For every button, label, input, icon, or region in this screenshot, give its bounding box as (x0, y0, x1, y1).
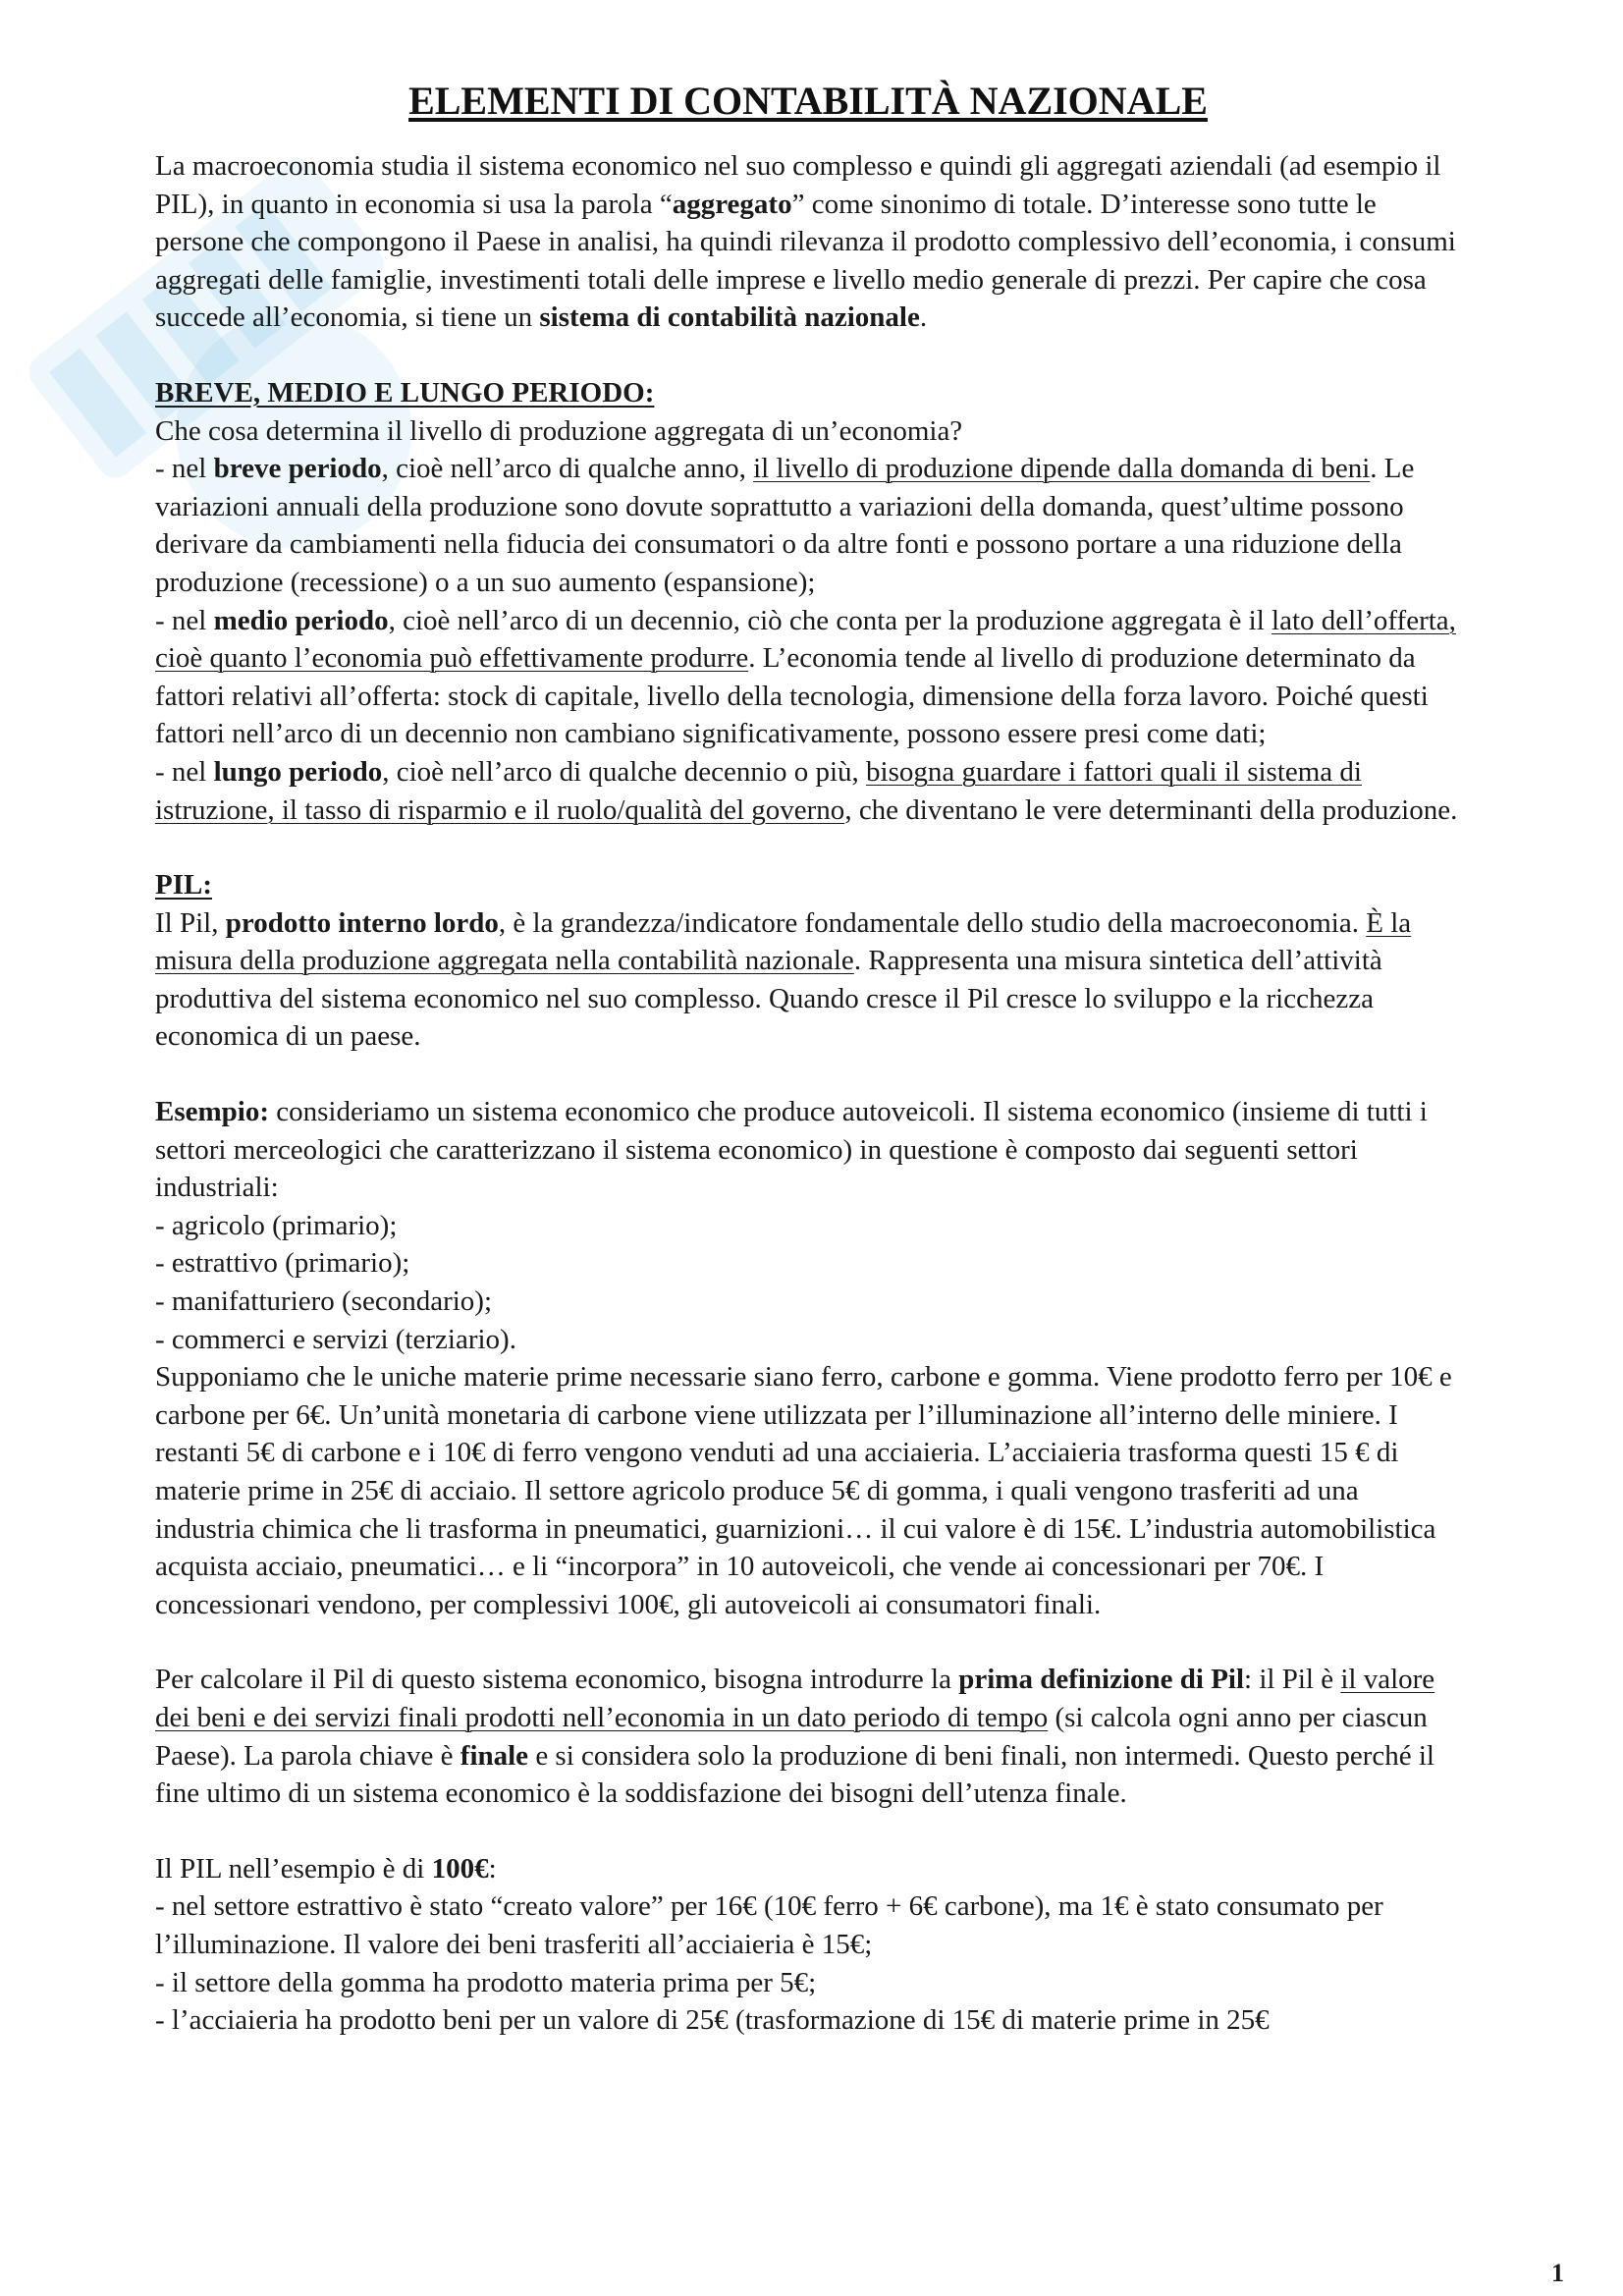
list-item: - commerci e servizi (terziario). (155, 1323, 516, 1355)
pil-es-bold: 100€ (431, 1852, 489, 1885)
section-heading-periodi: BREVE, MEDIO E LUNGO PERIODO: (155, 376, 655, 409)
pil-post: . Rappresenta una misura sintetica dell’attività produttiva del sistema economico nel suo complesso. Quando cresce il Pil cresce lo sviluppo e la ricchezza economica di un paese. (155, 945, 1382, 1053)
lungo-underline: bisogna guardare i fattori quali il sistema di istruzione, il tasso di risparmio e il ruolo/qualità del governo (155, 755, 1362, 826)
def-underline: il valore dei beni e dei servizi finali prodotti nell’economia in un dato periodo di tempo (155, 1664, 1435, 1733)
intro-text-3: . (919, 301, 928, 334)
list-item: - l’acciaieria ha prodotto beni per un valore di 25€ (trasformazione di 15€ di materie prime in 25€ (155, 2004, 1270, 2037)
pil-underline: È la misura della produzione aggregata nella contabilità nazionale (155, 906, 1412, 977)
def-bold-finale: finale (460, 1739, 529, 1772)
def-text-2: : il Pil è (1244, 1664, 1341, 1696)
page-title: ELEMENTI DI CONTABILITÀ NAZIONALE (408, 79, 1208, 123)
intro-text-1: La macroeconomia studia il sistema economico nel suo complesso e quindi gli aggregati aziendali (ad esempio il PIL), in quanto in economia si usa la parola “ (155, 150, 1441, 220)
list-item: - il settore della gomma ha prodotto materia prima per 5€; (155, 1966, 817, 1998)
lungo-periodo-paragraph (155, 753, 1461, 829)
medio-mid: , cioè nell’arco di un decennio, ciò che conta per la produzione aggregata è il (388, 604, 1272, 636)
def-text-4: e si considera solo la produzione di beni finali, non intermedi. Questo perché il fine ultimo di un sistema economico è la soddisfazione dei bisogni dell’utenza finale. (155, 1739, 1434, 1810)
lungo-mid: , cioè nell’arco di qualche decennio o più, (382, 755, 867, 788)
esempio-paragraph (155, 1093, 1461, 1207)
medio-periodo-paragraph (155, 602, 1461, 753)
intro-bold-sistema: sistema di contabilità nazionale (539, 301, 920, 334)
list-item: - estrattivo (primario); (155, 1247, 410, 1280)
page-number: 1 (1551, 2259, 1564, 2287)
breve-mid: , cioè nell’arco di qualche anno, (381, 453, 754, 485)
medio-bold: medio periodo (213, 604, 389, 636)
pil-mid: , è la grandezza/indicatore fondamentale dello studio della macroeconomia. (498, 906, 1367, 939)
pil-pre: Il Pil, (155, 906, 226, 939)
list-item: - agricolo (primario); (155, 1209, 398, 1241)
periodi-question: Che cosa determina il livello di produzione aggregata di un’economia? (155, 414, 963, 447)
esempio-text: consideriamo un sistema economico che produce autoveicoli. Il sistema economico (insieme di tutti i settori merceologici che caratterizzano il sistema economico) in questione è composto dai seguenti settori industriali: (155, 1096, 1428, 1204)
intro-text-2: ” come sinonimo di totale. D’interesse sono tutte le persone che compongono il Paese in analisi, ha quindi rilevanza il prodotto complessivo dell’economia, i consumi aggregati delle famiglie, investimenti totali delle imprese e livello medio generale di prezzi. Per capire che cosa succede all’economia, si tiene un (155, 188, 1456, 334)
definizione-paragraph (155, 1661, 1461, 1812)
medio-pre: - nel (155, 604, 214, 636)
pil-paragraph (155, 904, 1461, 1056)
lungo-post: , che diventano le vere determinanti della produzione. (844, 793, 1458, 826)
pil-bold: prodotto interno lordo (225, 906, 499, 939)
list-item: - manifatturiero (secondario); (155, 1285, 493, 1318)
lungo-pre: - nel (155, 755, 214, 788)
breve-bold: breve periodo (213, 453, 382, 485)
esempio-label: Esempio: (155, 1096, 269, 1128)
lungo-bold: lungo periodo (213, 755, 383, 788)
medio-post: . L’economia tende al livello di produzione determinato da fattori relativi all’offerta: stock di capitale, livello della tecnologia, dimensione della forza lavoro. Poiché questi fattori nell’arco di un decennio non cambiano significativamente, possono essere presi come dati; (155, 642, 1429, 750)
pil-esempio-intro (155, 1850, 1461, 1888)
pil-es-post: : (488, 1852, 497, 1885)
pil-es-pre: Il PIL nell’esempio è di (155, 1852, 432, 1885)
intro-paragraph (155, 147, 1461, 337)
intro-bold-aggregato: aggregato (672, 188, 792, 220)
def-text-3: (si calcola ogni anno per ciascun Paese). La parola chiave è (155, 1701, 1428, 1772)
breve-pre: - nel (155, 453, 214, 485)
section-heading-pil: PIL: (155, 869, 212, 902)
breve-underline: il livello di produzione dipende dalla domanda di beni (753, 453, 1371, 485)
def-bold-1: prima definizione di Pil (958, 1664, 1245, 1696)
document-page (155, 77, 1461, 2040)
breve-post: . Le variazioni annuali della produzione sono dovute soprattutto a variazioni della domanda, quest’ultime possono derivare da cambiamenti nella fiducia dei consumatori o da altre fonti e possono portare a una riduzione della produzione (recessione) o a un suo aumento (espansione); (155, 453, 1415, 598)
list-item: - nel settore estrattivo è stato “creato valore” per 16€ (10€ ferro + 6€ carbone), ma 1€ è stato consumato per l’illuminazione. Il valore dei beni trasferiti all’acciaieria è 15€; (155, 1890, 1383, 1960)
breve-periodo-paragraph (155, 450, 1461, 601)
def-text-1: Per calcolare il Pil di questo sistema economico, bisogna introdurre la (155, 1664, 959, 1696)
esempio-detail-paragraph: Supponiamo che le uniche materie prime necessarie siano ferro, carbone e gomma. Viene prodotto ferro per 10€ e carbone per 6€. Un’unità monetaria di carbone viene utilizzata per l’illuminazione all’interno delle miniere. I restanti 5€ di carbone e i 10€ di ferro vengono venduti ad una acciaieria. L’acciaieria trasforma questi 15 € di materie prime in 25€ di acciaio. Il settore agricolo produce 5€ di gomma, i quali vengono trasferiti ad una industria chimica che li trasforma in pneumatici, guarnizioni… il cui valore è di 15€. L’industria automobilistica acquista acciaio, pneumatici… e li “incorpora” in 10 autoveicoli, che vende ai concessionari per 70€. I concessionari vendono, per complessivi 100€, gli autoveicoli ai consumatori finali. (155, 1361, 1452, 1620)
medio-underline: lato dell’offerta, cioè quanto l’economia può effettivamente produrre (155, 604, 1456, 675)
